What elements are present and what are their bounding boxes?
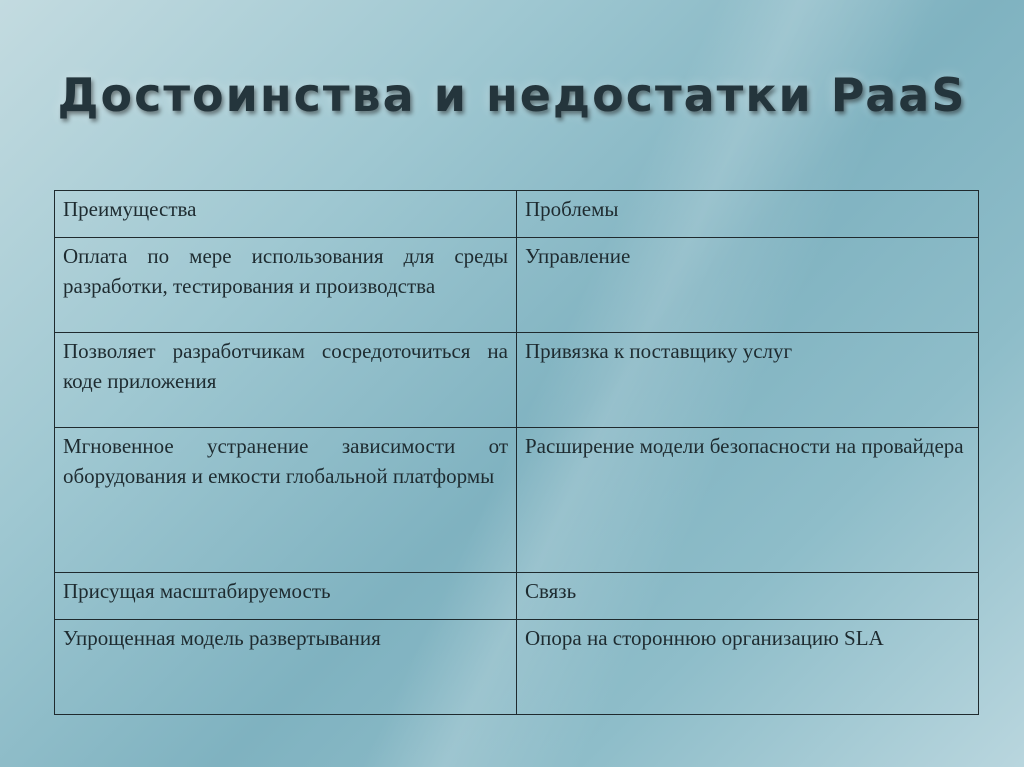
pros-cons-table [54, 190, 979, 715]
advantage-cell [55, 333, 517, 428]
cell-text: Упрощенная модель развертывания [63, 626, 381, 650]
cell-text: Управление [525, 244, 631, 268]
table-row [55, 573, 979, 620]
problem-cell [517, 620, 979, 715]
cell-text: Мгновенное устранение зависимости от оборудования и емкости глобальной платформы [63, 434, 508, 488]
problem-cell [517, 573, 979, 620]
advantage-cell [55, 573, 517, 620]
advantage-cell [55, 428, 517, 573]
advantage-cell [55, 238, 517, 333]
slide-title: Достоинства и недостатки PaaS [57, 68, 967, 122]
cell-text: Присущая масштабируемость [63, 579, 331, 603]
cell-text: Расширение модели безопасности на провайдера [525, 434, 964, 458]
advantage-cell [55, 620, 517, 715]
header-cell-advantages [55, 191, 517, 238]
problem-cell [517, 428, 979, 573]
table-row [55, 620, 979, 715]
problem-cell [517, 333, 979, 428]
cell-text: Позволяет разработчикам сосредоточиться на коде приложения [63, 339, 508, 393]
header-cell-problems [517, 191, 979, 238]
table-row [55, 333, 979, 428]
cell-text: Связь [525, 579, 577, 603]
header-label: Проблемы [525, 197, 619, 221]
table-row [55, 238, 979, 333]
cell-text: Привязка к поставщику услуг [525, 339, 793, 363]
problem-cell [517, 238, 979, 333]
header-label: Преимущества [63, 197, 197, 221]
table-header-row [55, 191, 979, 238]
table-row [55, 428, 979, 573]
cell-text: Опора на стороннюю организацию SLA [525, 626, 884, 650]
cell-text: Оплата по мере использования для среды разработки, тестирования и производства [63, 244, 508, 298]
